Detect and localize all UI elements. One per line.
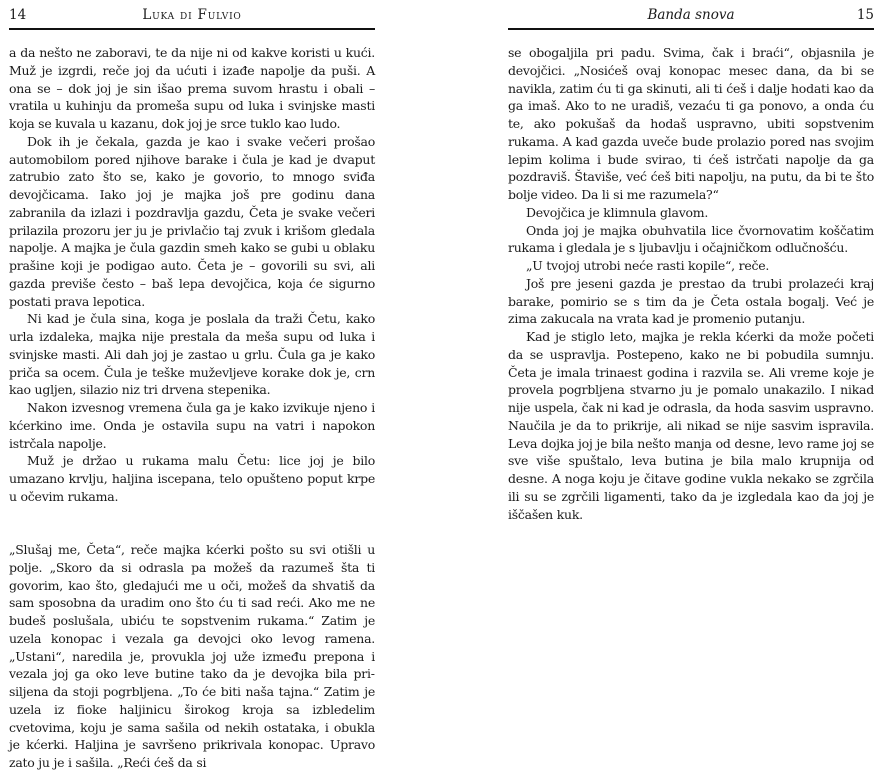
left-page-header <box>9 4 375 26</box>
paragraph: „Slušaj me, Četa“, reče majka kćerki pošto su svi otišli u polje. „Skoro da si odrasla pa možeš da razumeš šta ti govorim, kao što, gledajući me u oči, možeš da shvatiš da sam sposobna da uradim ono što ću ti sad reći. Ako me ne budeš poslušala, ubiću te sopstvenim rukama.“ Zatim je uzela konopac i vezala ga devojci oko levog ramena. „Ustani“, naredila je, provukla joj uže između prepona i vezala joj ga oko leve butine tako da je devojka bila prisiljena da stoji pogrbljena. „To će biti naša tajna.“ Zatim je uzela iz fioke haljinicu širokog kroja sa izbledelim cvetovima, koju je sama sašila od nekih ostataka, i obukla je kćerki. Haljina je savršeno prikrivala konopac. Upravo zato ju je i sašila. „Reći ćeš da si <box>9 542 375 770</box>
paragraph: Još pre jeseni gazda je prestao da trubi prolazeći kraj barake, pomirio se s tim da je Četa ostala bogalj. Već je zima zakucala na vrata kad je promenio putanju. <box>508 275 874 327</box>
page-number-left: 14 <box>9 7 27 23</box>
paragraph: Muž je držao u rukama malu Četu: lice joj je bilo umazano krvlju, haljina iscepana, telo opušteno poput krpe u očevim rukama. <box>9 453 375 504</box>
paragraph: Dok ih je čekala, gazda je kao i svake večeri prošao automobilom pored njihove barake i čula je kad je dvaput zatrubio zato što se, kako je govorio, to mnogo sviđa devojčicama. Iako joj je majka još pre godinu dana zabranila da izlazi i pozdravlja gazdu, Četa je svake večeri prilazila prozoru jer ju je privlačio taj zvuk i krišom gledala napolje. A majka je čula gazdin smeh kako se gubi u oblaku prašine koji je podigao auto. Četa je – govorili su svi, ali gazda previše često – baš lepa devojčica, koja će sigurno postati prava lepotica. <box>9 133 375 309</box>
paragraph: Devojčica je klimnula glavom. <box>526 204 709 220</box>
right-page-header <box>508 4 874 26</box>
paragraph: a da nešto ne zaboravi, te da nije ni od kakve koristi u kući. Muž je izgrdi, reče joj da ućuti i izađe napolje da puši. A ona se – dok joj je sin išao prema suvom hrastu i obali – vratila u kuhinju da promeša supu od luka i svinjske masti koja se kuvala u kazanu, dok joj je srce tuklo kao ludo. <box>9 45 375 131</box>
paragraph: Ni kad je čula sina, koga je poslala da traži Četu, kako urla izdaleka, majka nije prestala da meša supu od luka i svinjske masti. Ali dah joj je zastao u grlu. Čula ga je kako priča sa ocem. Čula je teške muževljeve korake dok je, crn kao ugljen, silazio niz tri drvena stepenika. <box>9 311 375 398</box>
right-page <box>508 0 874 700</box>
paragraph: Kad je stiglo leto, majka je rekla kćerki da može početi da se uspravlja. Postepeno, kako ne bi pobudila sumnju. Četa je imala trinaest godina i razvila se. Ali vreme koje je provela pogrbljena stvarno ju je pomalo unakazilo. I nikad nije uspela, čak ni kad je odrasla, da hoda sasvim uspravno. Naučila je da to prikrije, ali nikad se nije sasvim ispravila. Leva dojka joj je bila nešto manja od desne, levo rame joj se sve više spuštalo, leva butina je bila malo krupnija od desne. A noga koju je čitave godine vukla nekako se zgrčila ili su se zgrčili ligamenti, tako da je izgledala kao da joj je iščašen kuk. <box>508 329 874 522</box>
right-page-body <box>508 44 874 523</box>
left-page-body <box>9 44 375 772</box>
header-rule-left <box>9 28 375 30</box>
paragraph: „U tvojoj utrobi neće rasti kopile“, reče. <box>526 258 770 273</box>
section-break <box>9 506 375 542</box>
paragraph: Nakon izvesnog vremena čula ga je kako izvikuje njeno i kćerkino ime. Onda je ostavila supu na vatri i napokon istrčala napolje. <box>9 400 375 451</box>
paragraph: se obogaljila pri padu. Svima, čak i braći“, objasnila je devojčici. „Nosićeš ovaj konopac mesec dana, da bi se navikla, zatim ću ti ga skinuti, ali ti ćeš i dalje hodati kao da ga imaš. Ako to ne uradiš, vezaću ti ga ponovo, a onda ću te, ako pokušaš da hodaš uspravno, ubiti sopstvenim rukama. A kad gazda uveče bude prolazio pored nas svojim lepim kolima i bude svirao, ti ćeš istrčati napolje da ga pozdraviš. Štaviše, već ćeš biti napolju, na putu, da bi te što bolje video. Da li si me razumela?“ <box>508 45 874 202</box>
paragraph: Onda joj je majka obuhvatila lice čvornovatim koščatim rukama i gledala je s ljubavlju i očajničkom odlučnošću. <box>508 222 874 256</box>
page-number-right: 15 <box>856 7 874 23</box>
header-rule-right <box>508 28 874 30</box>
running-head-author: Luka di Fulvio <box>142 7 242 23</box>
running-head-title: Banda snova <box>647 7 735 23</box>
left-page <box>9 0 375 770</box>
